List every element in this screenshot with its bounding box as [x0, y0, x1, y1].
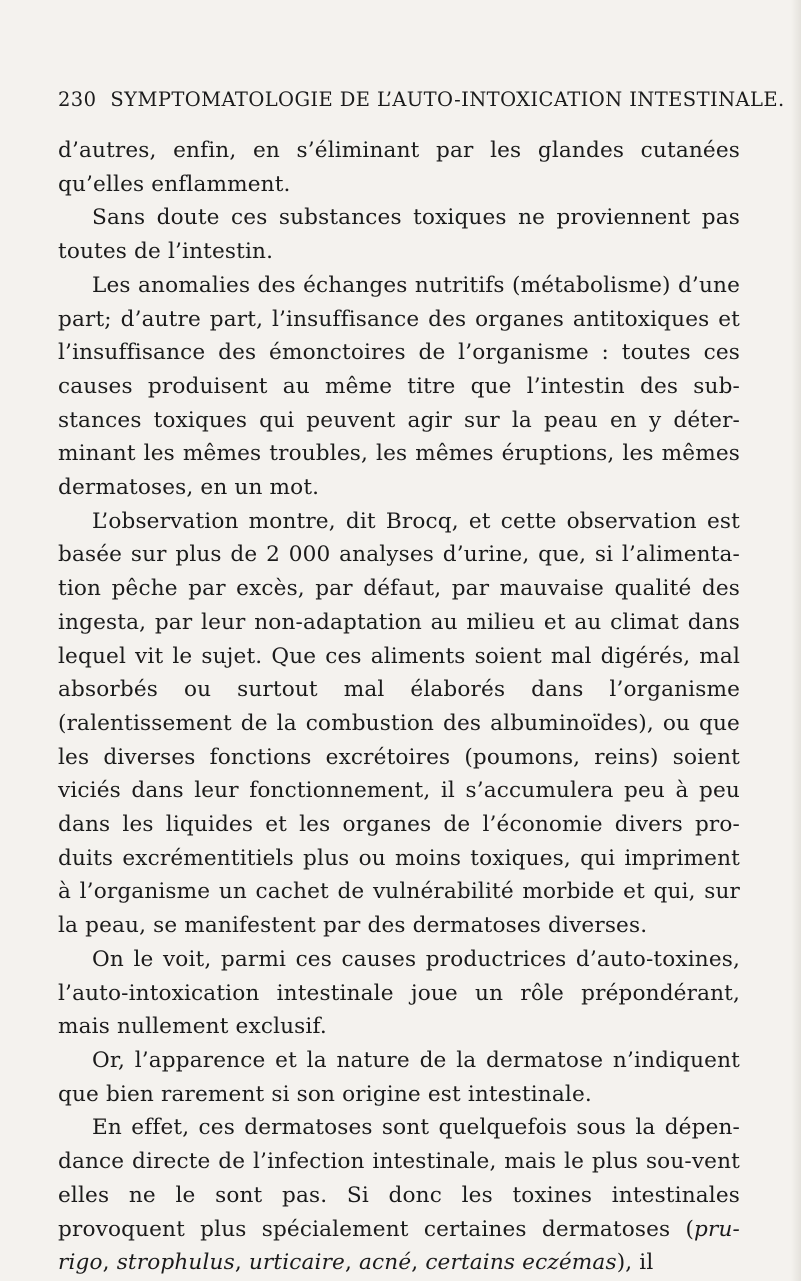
term-acne: acné [359, 1250, 412, 1276]
paragraph: Les anomalies des échanges nutritifs (métabolisme) d’une part; d’autre part, l’insuffisance des organes antitoxiques et l’insuffisance des émonctoires de l’organisme : toutes ces causes produisent au même titre que l’intestin des sub-stances toxiques qui peuvent agir sur la peau en y déter-minant les mêmes troubles, les mêmes éruptions, les mêmes dermatoses, en un mot. [58, 272, 740, 501]
body-text [58, 134, 740, 1280]
term-eczemas: certains eczémas [425, 1250, 617, 1276]
paragraph-lead: En effet, ces dermatoses sont quelquefois sous la dépen-dance directe de l’infection intestinale, mais le plus sou-vent elles ne le sont pas. Si donc les toxines intestinales provoquent plus spécialement certaines dermatoses ( [58, 1115, 740, 1242]
term-prurigo: pru-rigo [58, 1216, 740, 1276]
separator: , [102, 1250, 117, 1276]
running-header [58, 88, 785, 112]
term-strophulus: strophulus [116, 1250, 235, 1276]
paragraph-continuation: d’autres, enfin, en s’éliminant par les glandes cutanées qu’elles enflamment. [58, 138, 740, 197]
page-number: 230 [58, 88, 97, 111]
separator: , [344, 1250, 360, 1276]
running-title: SYMPTOMATOLOGIE DE L’AUTO-INTOXICATION INTESTINALE. [110, 88, 785, 111]
page-edge-shadow [791, 0, 801, 1281]
paragraph-last [58, 1111, 740, 1280]
paragraph: On le voit, parmi ces causes productrices d’auto-toxines, l’auto-intoxication intestinale joue un rôle prépondérant, mais nullement exclusif. [58, 946, 740, 1040]
term-urticaire: urticaire [248, 1250, 345, 1276]
paragraph: L’observation montre, dit Brocq, et cette observation est basée sur plus de 2 000 analyses d’urine, que, si l’alimenta-tion pêche par excès, par défaut, par mauvaise qualité des ingesta, par leur non-adaptation au milieu et au climat dans lequel vit le sujet. Que ces aliments soient mal digérés, mal absorbés ou surtout mal élaborés dans l’organisme (ralentissement de la combustion des albuminoïdes), ou que les diverses fonctions excrétoires (poumons, reins) soient viciés dans leur fonctionnement, il s’accumulera peu à peu dans les liquides et les organes de l’économie divers pro-duits excrémentitiels plus ou moins toxiques, qui impriment à l’organisme un cachet de vulnérabilité morbide et qui, sur la peau, se manifestent par des dermatoses diverses. [58, 508, 740, 939]
paragraph: Sans doute ces substances toxiques ne proviennent pas toutes de l’intestin. [58, 205, 740, 265]
paragraph: Or, l’apparence et la nature de la dermatose n’indiquent que bien rarement si son origine est intestinale. [58, 1047, 740, 1107]
separator: , [234, 1250, 249, 1276]
separator: , [411, 1250, 426, 1276]
paragraph-tail: ), il [616, 1250, 654, 1276]
